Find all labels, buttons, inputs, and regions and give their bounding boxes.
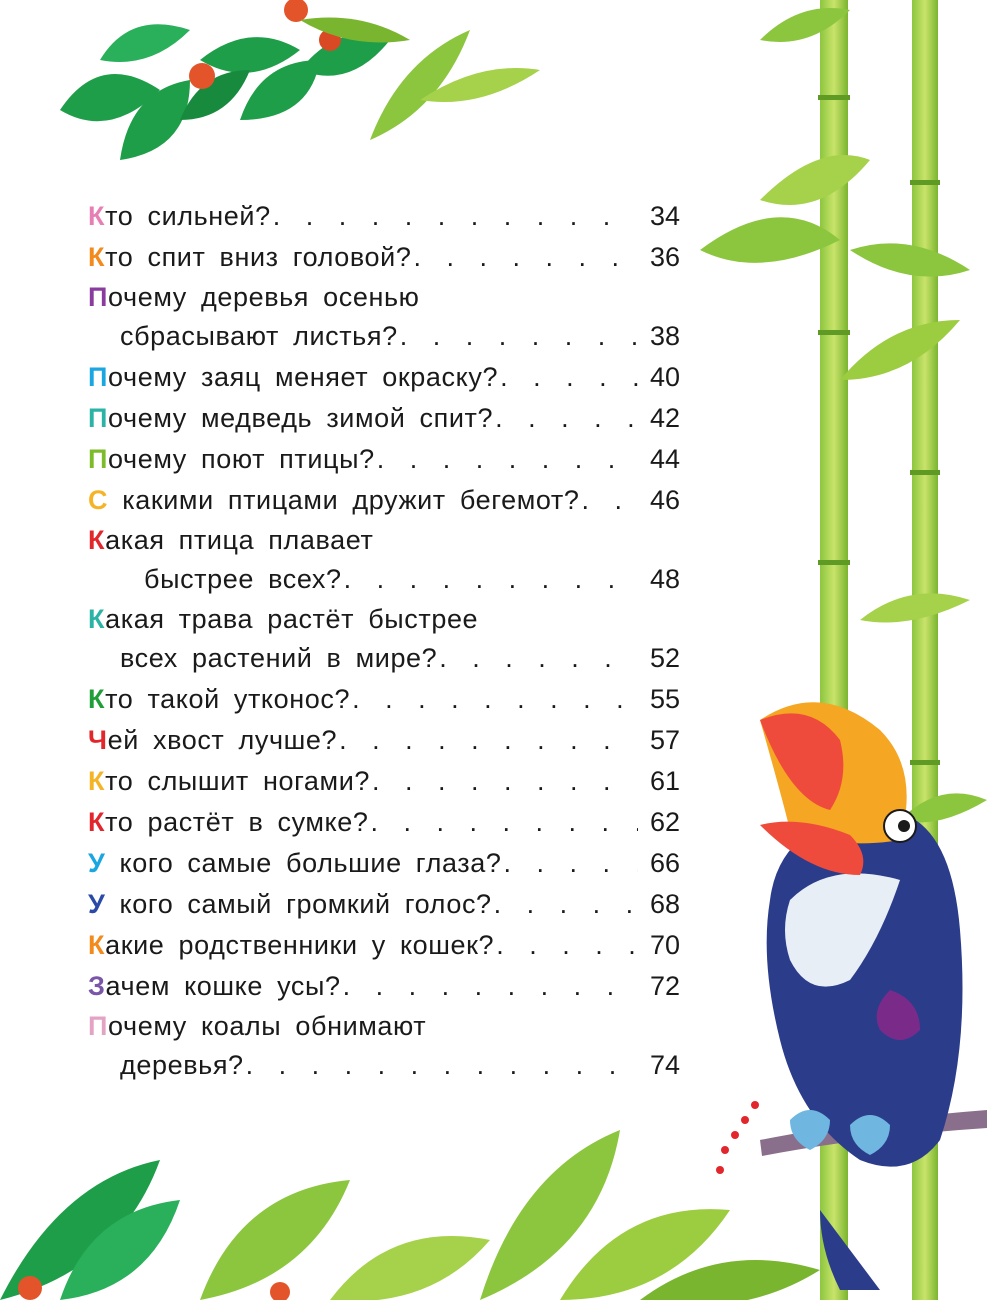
initial-letter: П [88, 1011, 109, 1041]
toc-entry[interactable] [88, 843, 680, 884]
page-number: 66 [649, 848, 680, 878]
entry-title: то такой утконос? [105, 684, 351, 714]
top-left-leaves [60, 24, 390, 160]
dot-leader [494, 884, 638, 925]
initial-letter: П [88, 282, 109, 312]
dot-leader [372, 761, 638, 802]
toc-entry[interactable] [88, 521, 680, 600]
dot-leader [439, 638, 638, 679]
initial-letter: П [88, 444, 109, 474]
toc-entry[interactable] [88, 720, 680, 761]
initial-letter: П [88, 403, 109, 433]
page-number: 62 [649, 807, 680, 837]
initial-letter: П [88, 362, 109, 392]
top-mid-bamboo-leaves [300, 18, 540, 141]
toc-entry[interactable] [88, 237, 680, 278]
dot-leader [495, 398, 638, 439]
toc-entry[interactable] [88, 761, 680, 802]
entry-title: кого самый громкий голос? [105, 889, 492, 919]
page-number: 68 [649, 889, 680, 919]
page-number: 52 [649, 643, 680, 673]
toc-entry[interactable] [88, 1007, 680, 1086]
entry-title: то слышит ногами? [105, 766, 371, 796]
dot-leader [246, 1045, 638, 1086]
entry-title-continued: деревья? [120, 1050, 244, 1080]
dot-leader [400, 316, 638, 357]
initial-letter: К [88, 604, 106, 634]
page-number: 44 [649, 444, 680, 474]
entry-title: очему заяц меняет окраску? [108, 362, 499, 392]
page-number: 38 [649, 321, 680, 351]
page-number: 36 [649, 242, 680, 272]
entry-title-continued: всех растений в мире? [120, 643, 438, 673]
dot-leader [377, 439, 638, 480]
initial-letter: К [88, 201, 106, 231]
initial-letter: К [88, 930, 106, 960]
initial-letter: К [88, 807, 106, 837]
initial-letter: К [88, 684, 106, 714]
toc-entry[interactable] [88, 439, 680, 480]
entry-title: ачем кошке усы? [105, 971, 341, 1001]
entry-title: очему деревья осенью [108, 282, 420, 312]
entry-title: то сильней? [105, 201, 271, 231]
initial-letter: З [88, 971, 106, 1001]
dot-leader [504, 843, 638, 884]
toc-entry[interactable] [88, 802, 680, 843]
page-number: 70 [649, 930, 680, 960]
initial-letter: С [88, 485, 109, 515]
page-number: 55 [649, 684, 680, 714]
dot-leader [273, 196, 638, 237]
page-number: 57 [649, 725, 680, 755]
entry-title: акая птица плавает [105, 525, 374, 555]
toc-entry[interactable] [88, 357, 680, 398]
entry-title: очему поют птицы? [108, 444, 375, 474]
dot-leader [352, 679, 638, 720]
toc-entry[interactable] [88, 196, 680, 237]
initial-letter: К [88, 525, 106, 555]
page-number: 48 [649, 564, 680, 594]
table-of-contents [88, 196, 680, 1086]
toc-entry[interactable] [88, 884, 680, 925]
dot-leader [500, 357, 638, 398]
dot-leader [339, 720, 638, 761]
page-number: 74 [649, 1050, 680, 1080]
entry-title: кого самые большие глаза? [105, 848, 502, 878]
entry-title-continued: сбрасывают листья? [120, 321, 398, 351]
initial-letter: К [88, 242, 106, 272]
initial-letter: Ч [88, 725, 108, 755]
dot-leader [371, 802, 638, 843]
entry-title-continued: быстрее всех? [144, 564, 342, 594]
toc-entry[interactable] [88, 679, 680, 720]
initial-letter: К [88, 766, 106, 796]
toc-entry[interactable] [88, 925, 680, 966]
toc-entry[interactable] [88, 600, 680, 679]
bottom-leaves [0, 1130, 820, 1300]
dot-leader [344, 559, 638, 600]
entry-title: очему коалы обнимают [108, 1011, 427, 1041]
initial-letter: У [88, 848, 106, 878]
page-number: 40 [649, 362, 680, 392]
toc-entry[interactable] [88, 398, 680, 439]
entry-title: ей хвост лучше? [107, 725, 338, 755]
page-number: 46 [649, 485, 680, 515]
red-flower-sprig [716, 1101, 759, 1174]
entry-title: то растёт в сумке? [105, 807, 369, 837]
entry-title: какими птицами дружит бегемот? [108, 485, 580, 515]
dot-leader [343, 966, 638, 1007]
page-number: 34 [649, 201, 680, 231]
entry-title: то спит вниз головой? [105, 242, 412, 272]
toc-entry[interactable] [88, 480, 680, 521]
toc-entry[interactable] [88, 278, 680, 357]
entry-title: акая трава растёт быстрее [105, 604, 479, 634]
entry-title: очему медведь зимой спит? [108, 403, 494, 433]
page-number: 42 [649, 403, 680, 433]
dot-leader [581, 480, 638, 521]
dot-leader [413, 237, 638, 278]
toc-entry[interactable] [88, 966, 680, 1007]
page-number: 61 [649, 766, 680, 796]
entry-title: акие родственники у кошек? [105, 930, 495, 960]
dot-leader [496, 925, 638, 966]
initial-letter: У [88, 889, 106, 919]
page-number: 72 [649, 971, 680, 1001]
